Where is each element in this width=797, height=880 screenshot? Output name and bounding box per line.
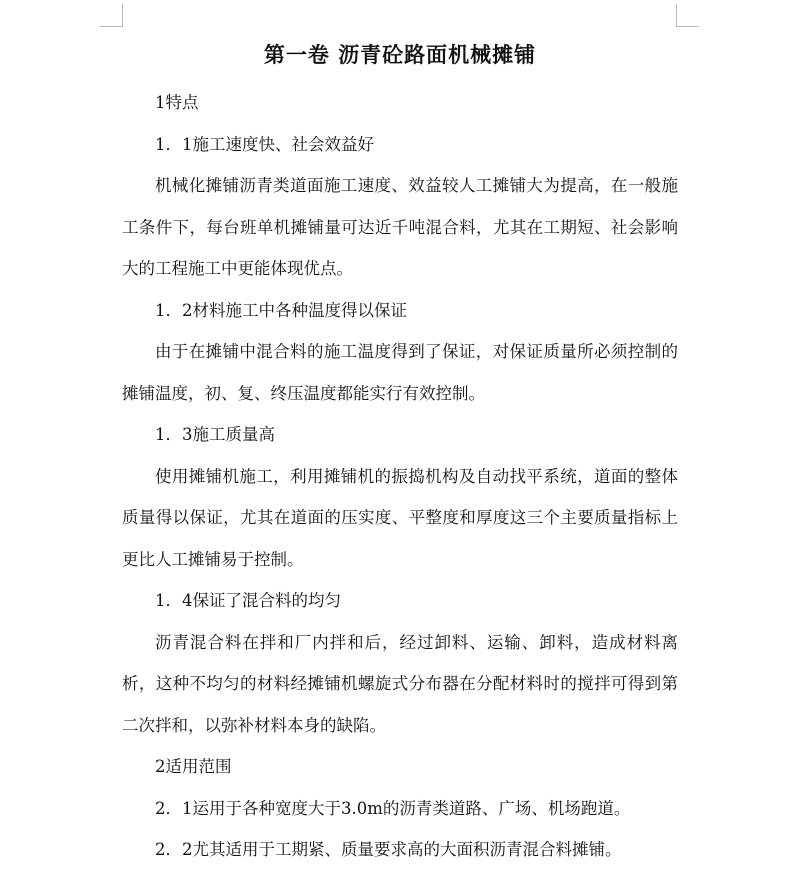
subheading-1-4: 1．4保证了混合料的均匀 — [155, 591, 341, 610]
document-body — [122, 36, 678, 871]
section-heading-1: 1特点 — [155, 93, 199, 112]
crop-mark-top-left — [100, 4, 123, 27]
subheading-2-2: 2．2尤其适用于工期紧、质量要求高的大面积沥青混合料摊铺。 — [155, 840, 622, 859]
paragraph-1-3: 使用摊铺机施工，利用摊铺机的振捣机构及自动找平系统，道面的整体质量得以保证，尤其在道面的压实度、平整度和厚度这三个主要质量指标上更比人工摊铺易于控制。 — [122, 466, 678, 569]
paragraph-1-4: 沥青混合料在拌和厂内拌和后，经过卸料、运输、卸料，造成材料离析，这种不均匀的材料经摊铺机螺旋式分布器在分配材料时的搅拌可得到第二次拌和，以弥补材料本身的缺陷。 — [122, 632, 678, 735]
subheading-1-1: 1．1施工速度快、社会效益好 — [155, 134, 374, 154]
paragraph-1-1: 机械化摊铺沥青类道面施工速度、效益较人工摊铺大为提高，在一般施工条件下，每台班单机摊铺量可达近千吨混合料，尤其在工期短、社会影响大的工程施工中更能体现优点。 — [122, 176, 678, 278]
subheading-2-1: 2．1运用于各种宽度大于3.0m的沥青类道路、广场、机场跑道。 — [155, 798, 631, 818]
section-heading-2: 2适用范围 — [155, 757, 232, 776]
subheading-1-2: 1．2材料施工中各种温度得以保证 — [155, 300, 407, 320]
crop-mark-top-right — [676, 4, 699, 27]
document-title: 第一卷 沥青砼路面机械摊铺 — [263, 43, 537, 67]
paragraph-1-2: 由于在摊铺中混合料的施工温度得到了保证，对保证质量所必须控制的摊铺温度，初、复、终压温度都能实行有效控制。 — [122, 342, 678, 403]
paragraph-list — [122, 82, 678, 871]
subheading-1-3: 1．3施工质量高 — [155, 425, 275, 444]
